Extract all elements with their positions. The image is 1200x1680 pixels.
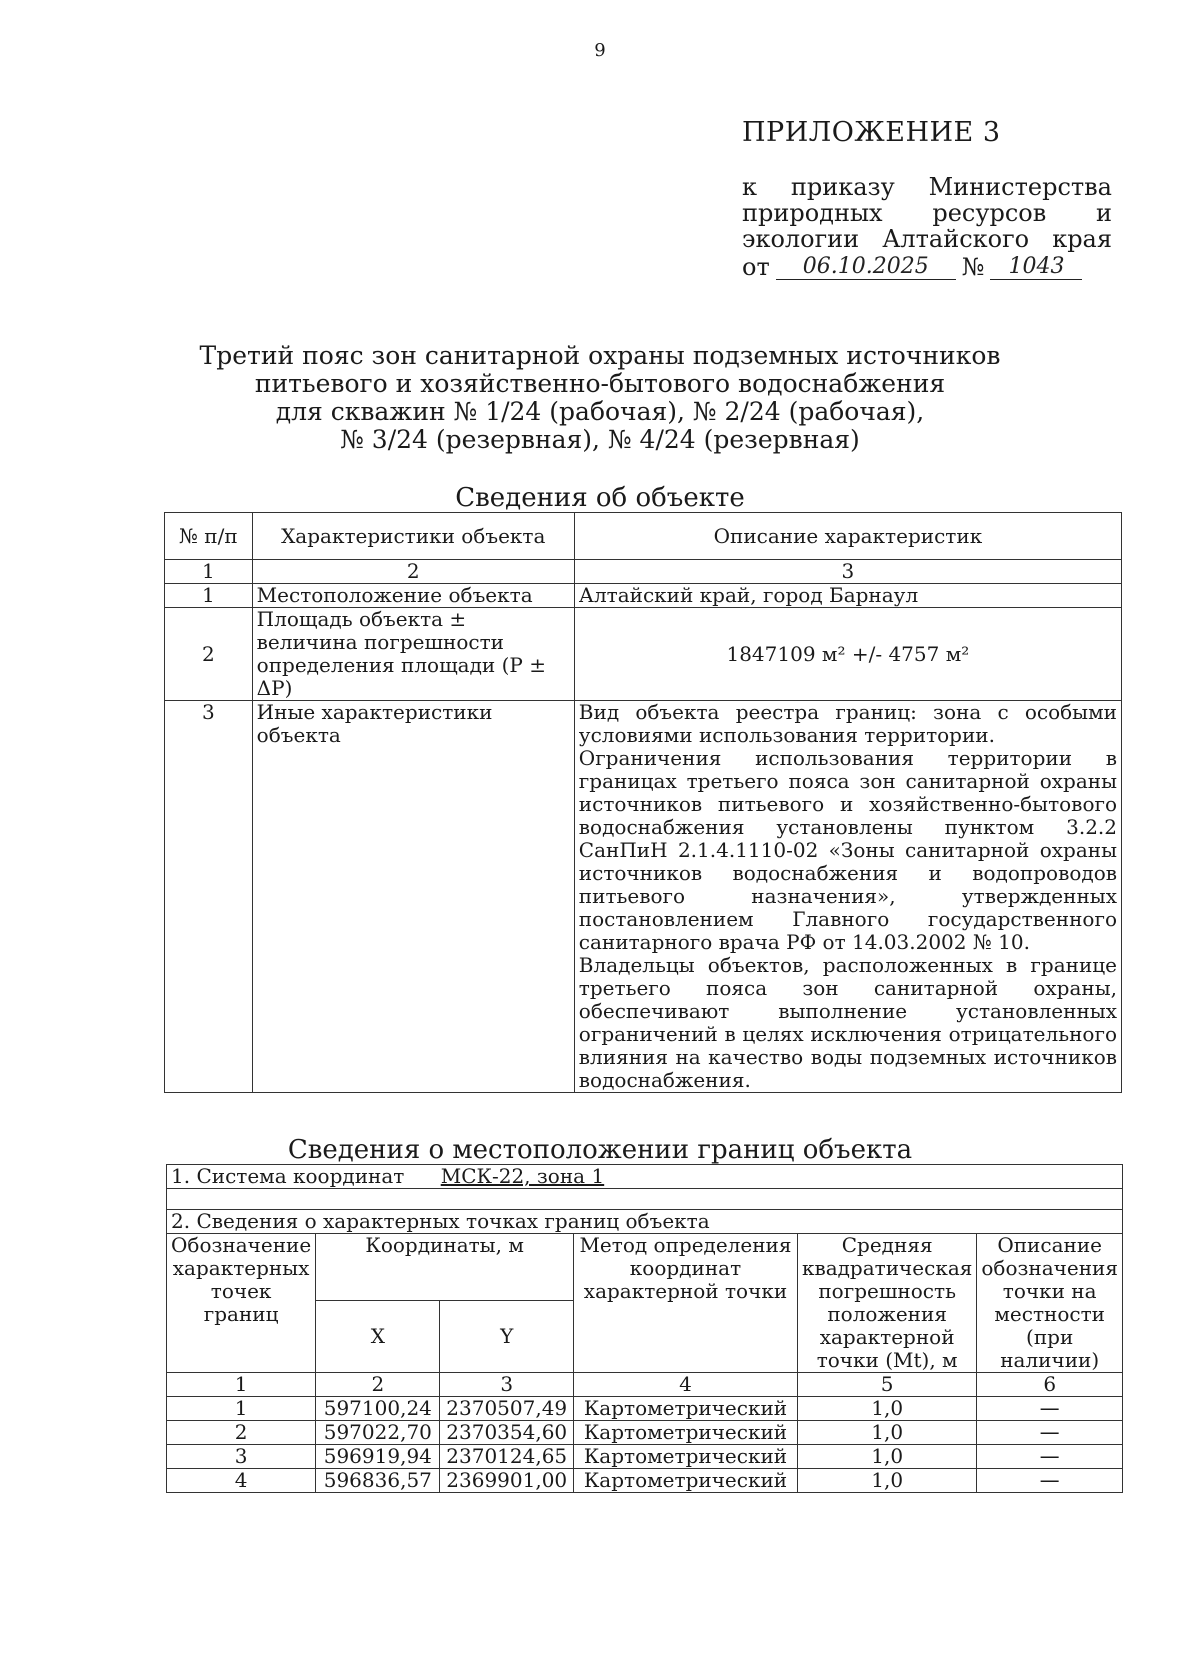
point-y: 2370507,49 (440, 1397, 574, 1421)
points-label: 2. Сведения о характерных точках границ объекта (167, 1210, 1123, 1234)
col-number: 1 (167, 1373, 316, 1397)
row-no: 3 (165, 701, 253, 1093)
point-x: 596919,94 (316, 1445, 440, 1469)
points-header-row (167, 1234, 1123, 1301)
header-description: Описание обозначения точки на местности (при наличии) (977, 1234, 1123, 1373)
point-id: 1 (167, 1397, 316, 1421)
col-number: 5 (797, 1373, 976, 1397)
from-label: от (742, 253, 770, 281)
description-paragraph: Владельцы объектов, расположенных в границе третьего пояса зон санитарной охраны, обеспечивают выполнение установленных ограничений в целях исключения отрицательного влияния на качество воды подземных источников водоснабжения. (578, 953, 1117, 1092)
row-characteristic: Иные характеристики объекта (252, 701, 574, 1093)
title-line: № 3/24 (резервная), № 4/24 (резервная) (340, 425, 860, 454)
col-number: 3 (440, 1373, 574, 1397)
column-numbers-row (165, 560, 1122, 584)
appendix-header (742, 117, 1112, 281)
point-id: 3 (167, 1445, 316, 1469)
col-number: 2 (316, 1373, 440, 1397)
row-description: Алтайский край, город Барнаул (574, 584, 1121, 608)
coord-system-value: МСК-22, зона 1 (440, 1164, 605, 1188)
title-line: для скважин № 1/24 (рабочая), № 2/24 (рабочая), (275, 397, 925, 426)
point-method: Картометрический (574, 1469, 798, 1493)
row-description (574, 701, 1121, 1093)
row-no: 2 (165, 608, 253, 701)
order-date-handwritten: 06.10.2025 (776, 255, 956, 280)
header-coordinates: Координаты, м (316, 1234, 574, 1301)
appendix-to-order: к приказу Министерства природных ресурсов и экологии Алтайского края (742, 173, 1112, 253)
header-characteristic: Характеристики объекта (252, 513, 574, 560)
point-mt: 1,0 (797, 1397, 976, 1421)
point-mt: 1,0 (797, 1445, 976, 1469)
point-desc: — (977, 1397, 1123, 1421)
table-row (165, 584, 1122, 608)
order-number-handwritten: 1043 (990, 255, 1082, 280)
col-number: 4 (574, 1373, 798, 1397)
point-x: 596836,57 (316, 1469, 440, 1493)
point-y: 2370354,60 (440, 1421, 574, 1445)
coord-system-label: 1. Система координат (171, 1164, 405, 1188)
column-numbers-row (167, 1373, 1123, 1397)
coord-system-cell (167, 1165, 1123, 1189)
table-row (167, 1397, 1123, 1421)
point-x: 597022,70 (316, 1421, 440, 1445)
point-y: 2369901,00 (440, 1469, 574, 1493)
points-label-row (167, 1210, 1123, 1234)
page-number: 9 (594, 40, 606, 61)
description-paragraph: Ограничения использования территории в границах третьего пояса зон санитарной охраны источников питьевого и хозяйственно-бытового водоснабжения установлены пунктом 3.2.2 СанПиН 2.1.4.1110-02 «Зоны санитарной охраны источников водоснабжения и водопроводов питьевого назначения», утвержденных постановлением Главного государственного санитарного врача РФ от 14.03.2002 № 10. (578, 746, 1117, 954)
boundary-info-title: Сведения о местоположении границ объекта (287, 1135, 913, 1165)
object-info-table (164, 512, 1122, 1093)
point-method: Картометрический (574, 1397, 798, 1421)
header-error: Средняя квадратическая погрешность положения характерной точки (Mt), м (797, 1234, 976, 1373)
col-number: 3 (574, 560, 1121, 584)
point-desc: — (977, 1469, 1123, 1493)
header-description: Описание характеристик (574, 513, 1121, 560)
row-no: 1 (165, 584, 253, 608)
header-x: X (316, 1301, 440, 1373)
coord-system-row (167, 1165, 1123, 1189)
header-y: Y (440, 1301, 574, 1373)
title-line: питьевого и хозяйственно-бытового водоснабжения (254, 369, 946, 398)
order-date-number-line (742, 254, 1112, 280)
header-method: Метод определения координат характерной точки (574, 1234, 798, 1373)
point-id: 4 (167, 1469, 316, 1493)
appendix-heading: ПРИЛОЖЕНИЕ 3 (742, 117, 1001, 148)
table-header-row (165, 513, 1122, 560)
number-label: № (961, 253, 985, 281)
table-row (165, 701, 1122, 1093)
table-row (167, 1469, 1123, 1493)
spacer-cell (167, 1189, 1123, 1210)
point-id: 2 (167, 1421, 316, 1445)
row-characteristic: Площадь объекта ± величина погрешности определения площади (P ± ΔP) (252, 608, 574, 701)
table-row (167, 1445, 1123, 1469)
point-mt: 1,0 (797, 1421, 976, 1445)
table-row (165, 608, 1122, 701)
document-title (0, 342, 1200, 454)
point-mt: 1,0 (797, 1469, 976, 1493)
point-x: 597100,24 (316, 1397, 440, 1421)
object-info-title: Сведения об объекте (455, 483, 745, 513)
description-paragraph: Вид объекта реестра границ: зона с особыми условиями использования территории. (578, 700, 1117, 747)
header-no: № п/п (165, 513, 253, 560)
table-row (167, 1421, 1123, 1445)
point-method: Картометрический (574, 1445, 798, 1469)
point-method: Картометрический (574, 1421, 798, 1445)
point-y: 2370124,65 (440, 1445, 574, 1469)
header-designation: Обозначение характерных точек границ (167, 1234, 316, 1373)
point-desc: — (977, 1445, 1123, 1469)
col-number: 6 (977, 1373, 1123, 1397)
row-description: 1847109 м² +/- 4757 м² (574, 608, 1121, 701)
point-desc: — (977, 1421, 1123, 1445)
col-number: 1 (165, 560, 253, 584)
title-line: Третий пояс зон санитарной охраны подземных источников (199, 341, 1001, 370)
boundary-points-table (166, 1164, 1123, 1493)
row-characteristic: Местоположение объекта (252, 584, 574, 608)
spacer-row (167, 1189, 1123, 1210)
col-number: 2 (252, 560, 574, 584)
